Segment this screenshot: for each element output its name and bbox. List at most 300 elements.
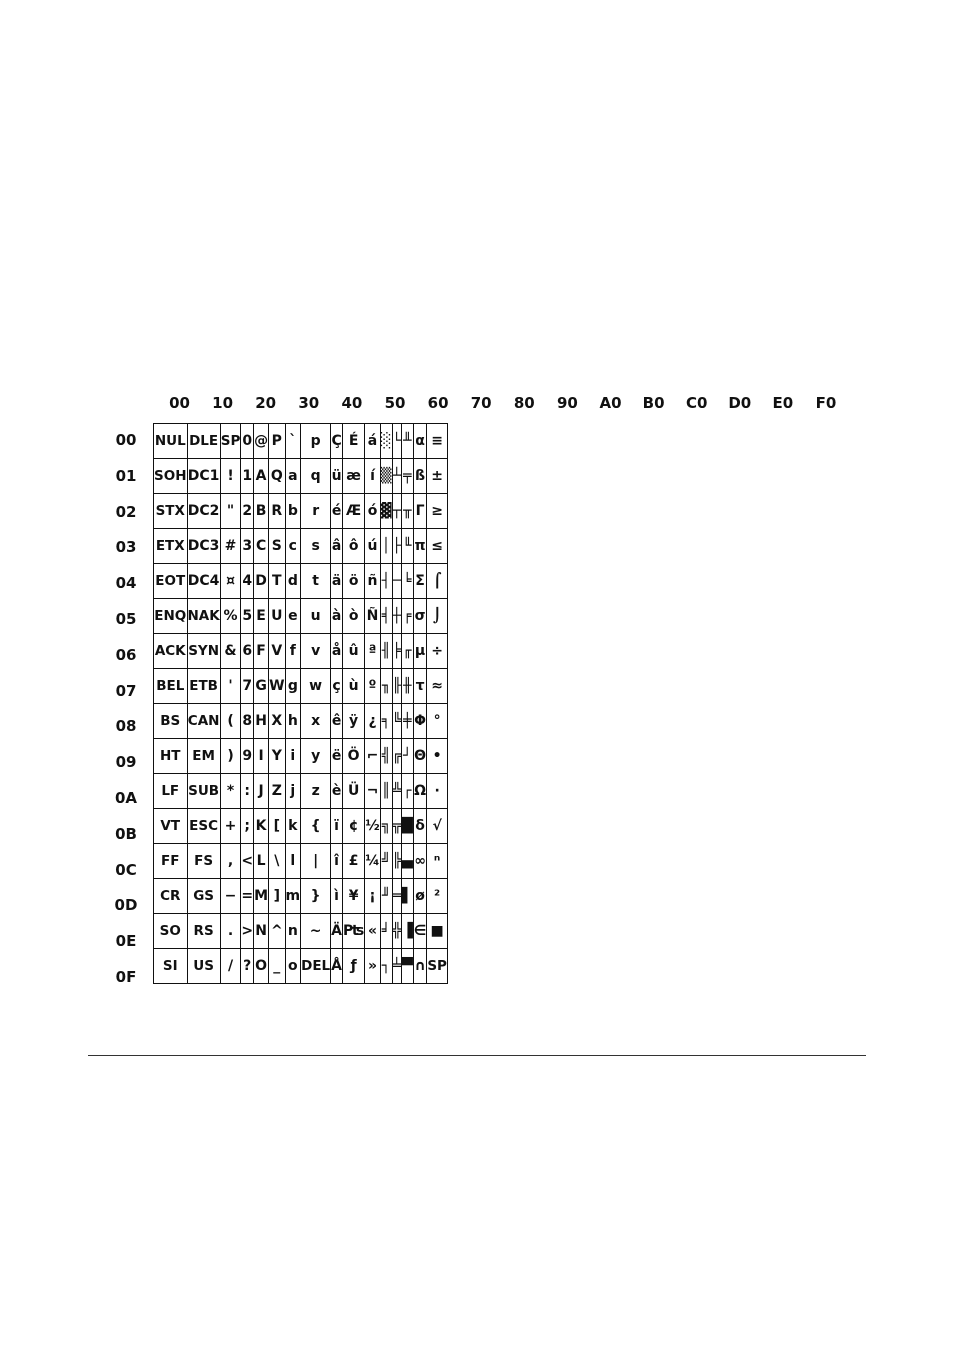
code-cell: ^: [269, 914, 285, 949]
row-header: 0B: [115, 824, 137, 843]
code-cell: ╣: [380, 739, 392, 774]
code-cell: ?: [241, 949, 254, 984]
code-cell: ╔: [392, 739, 401, 774]
code-cell: ENQ: [154, 599, 188, 634]
code-cell: B: [254, 494, 269, 529]
code-cell: W: [269, 669, 285, 704]
column-header: A0: [599, 394, 622, 412]
code-cell: Φ: [413, 704, 427, 739]
code-cell: FS: [187, 844, 220, 879]
code-cell: r: [301, 494, 331, 529]
code-cell: e: [285, 599, 301, 634]
code-cell: ƒ: [343, 949, 365, 984]
code-cell: τ: [413, 669, 427, 704]
code-cell: }: [301, 879, 331, 914]
column-header: 30: [298, 394, 320, 412]
code-cell: ┬: [392, 494, 401, 529]
code-cell: î: [331, 844, 343, 879]
code-cell: A: [254, 459, 269, 494]
code-cell: ⌡: [427, 599, 448, 634]
code-cell: º: [365, 669, 381, 704]
table-row: [154, 529, 448, 564]
code-cell: Γ: [413, 494, 427, 529]
table-row: [154, 424, 448, 459]
code-cell: BS: [154, 704, 188, 739]
code-cell: [: [269, 809, 285, 844]
code-cell: ┘: [401, 739, 413, 774]
code-cell: ═: [392, 879, 401, 914]
code-cell: w: [301, 669, 331, 704]
code-cell: R: [269, 494, 285, 529]
code-cell: ETX: [154, 529, 188, 564]
code-cell: £: [343, 844, 365, 879]
code-cell: *: [220, 774, 241, 809]
code-cell: 0: [241, 424, 254, 459]
code-cell: Y: [269, 739, 285, 774]
code-cell: ¼: [365, 844, 381, 879]
code-cell: ╛: [380, 914, 392, 949]
code-cell: Z: [269, 774, 285, 809]
table-row: [154, 809, 448, 844]
code-cell: |: [301, 844, 331, 879]
code-cell: v: [301, 634, 331, 669]
row-header: 01: [115, 466, 137, 485]
code-cell: ¿: [365, 704, 381, 739]
code-cell: %: [220, 599, 241, 634]
column-header: 90: [556, 394, 578, 412]
column-header: 40: [341, 394, 363, 412]
code-cell: RS: [187, 914, 220, 949]
code-cell: ▐: [401, 914, 413, 949]
code-cell: à: [331, 599, 343, 634]
code-cell: −: [220, 879, 241, 914]
code-cell: ò: [343, 599, 365, 634]
code-cell: «: [365, 914, 381, 949]
table-row: [154, 914, 448, 949]
code-cell: ª: [365, 634, 381, 669]
code-cell: D: [254, 564, 269, 599]
code-cell: DC1: [187, 459, 220, 494]
code-cell: h: [285, 704, 301, 739]
code-cell: ╖: [380, 669, 392, 704]
code-cell: I: [254, 739, 269, 774]
code-cell: ç: [331, 669, 343, 704]
code-cell: ,: [220, 844, 241, 879]
code-cell: E: [254, 599, 269, 634]
code-cell: ∩: [413, 949, 427, 984]
code-cell: SP: [427, 949, 448, 984]
code-cell: ≈: [427, 669, 448, 704]
code-cell: ▒: [380, 459, 392, 494]
code-cell: æ: [343, 459, 365, 494]
code-cell: EOT: [154, 564, 188, 599]
code-cell: ╒: [401, 599, 413, 634]
code-cell: T: [269, 564, 285, 599]
code-cell: ¬: [365, 774, 381, 809]
code-cell: US: [187, 949, 220, 984]
column-header: 80: [513, 394, 535, 412]
code-cell: ╚: [392, 704, 401, 739]
code-cell: ╡: [380, 599, 392, 634]
column-header: 60: [427, 394, 449, 412]
code-cell: ╥: [401, 494, 413, 529]
table-row: [154, 599, 448, 634]
code-cell: VT: [154, 809, 188, 844]
code-cell: NUL: [154, 424, 188, 459]
code-cell: STX: [154, 494, 188, 529]
code-cell: a: [285, 459, 301, 494]
row-header: 03: [115, 538, 137, 557]
code-cell: HT: [154, 739, 188, 774]
code-cell: ║: [380, 774, 392, 809]
code-cell: │: [380, 529, 392, 564]
code-cell: ú: [365, 529, 381, 564]
code-cell: ≤: [427, 529, 448, 564]
code-cell: ß: [413, 459, 427, 494]
code-cell: SYN: [187, 634, 220, 669]
code-cell: ╘: [401, 564, 413, 599]
code-cell: =: [241, 879, 254, 914]
code-cell: ø: [413, 879, 427, 914]
code-cell: ü: [331, 459, 343, 494]
code-cell: ▄: [401, 844, 413, 879]
code-cell: FF: [154, 844, 188, 879]
code-cell: 9: [241, 739, 254, 774]
code-cell: k: [285, 809, 301, 844]
code-cell: .: [220, 914, 241, 949]
code-cell: m: [285, 879, 301, 914]
column-header: 70: [470, 394, 492, 412]
code-cell: p: [301, 424, 331, 459]
code-cell: u: [301, 599, 331, 634]
code-cell: >: [241, 914, 254, 949]
code-cell: ²: [427, 879, 448, 914]
row-header: 02: [115, 502, 137, 521]
code-cell: 2: [241, 494, 254, 529]
code-cell: √: [427, 809, 448, 844]
code-cell: Ü: [343, 774, 365, 809]
code-cell: ╠: [392, 844, 401, 879]
code-cell: ö: [343, 564, 365, 599]
code-cell: {: [301, 809, 331, 844]
code-cell: π: [413, 529, 427, 564]
code-cell: DLE: [187, 424, 220, 459]
code-cell: CR: [154, 879, 188, 914]
row-header: 04: [115, 574, 137, 593]
code-cell: ÿ: [343, 704, 365, 739]
code-cell: ⌠: [427, 564, 448, 599]
code-cell: &: [220, 634, 241, 669]
code-cell: ₧: [343, 914, 365, 949]
code-cell: _: [269, 949, 285, 984]
code-cell: 1: [241, 459, 254, 494]
code-cell: ┴: [392, 459, 401, 494]
code-cell: »: [365, 949, 381, 984]
code-cell: !: [220, 459, 241, 494]
code-cell: ░: [380, 424, 392, 459]
code-cell: û: [343, 634, 365, 669]
column-header: 50: [384, 394, 406, 412]
code-cell: ╓: [401, 634, 413, 669]
code-cell: :: [241, 774, 254, 809]
code-cell: LF: [154, 774, 188, 809]
code-cell: ë: [331, 739, 343, 774]
code-cell: α: [413, 424, 427, 459]
code-cell: C: [254, 529, 269, 564]
code-cell: j: [285, 774, 301, 809]
code-cell: L: [254, 844, 269, 879]
table-row: [154, 879, 448, 914]
row-header: 00: [115, 431, 137, 449]
code-cell: ": [220, 494, 241, 529]
code-cell: DC2: [187, 494, 220, 529]
code-cell: ½: [365, 809, 381, 844]
column-header: 10: [212, 394, 234, 412]
code-cell: F: [254, 634, 269, 669]
code-cell: o: [285, 949, 301, 984]
code-cell: `: [285, 424, 301, 459]
row-header: 0F: [115, 968, 137, 986]
code-cell: SP: [220, 424, 241, 459]
row-header: 09: [115, 753, 137, 772]
code-cell: Q: [269, 459, 285, 494]
code-cell: g: [285, 669, 301, 704]
code-cell: ┼: [392, 599, 401, 634]
code-cell: 4: [241, 564, 254, 599]
code-cell: b: [285, 494, 301, 529]
table-row: [154, 739, 448, 774]
code-cell: ─: [392, 564, 401, 599]
row-header: 08: [115, 717, 137, 736]
code-cell: ▀: [401, 949, 413, 984]
table-row: [154, 634, 448, 669]
code-cell: U: [269, 599, 285, 634]
column-header: D0: [728, 394, 752, 412]
code-cell: SI: [154, 949, 188, 984]
code-cell: ▌: [401, 879, 413, 914]
code-cell: Σ: [413, 564, 427, 599]
column-header: 20: [255, 394, 277, 412]
code-cell: └: [392, 424, 401, 459]
code-cell: <: [241, 844, 254, 879]
code-cell: y: [301, 739, 331, 774]
code-cell: \: [269, 844, 285, 879]
code-cell: ╗: [380, 809, 392, 844]
code-cell: BEL: [154, 669, 188, 704]
code-cell: ⁿ: [427, 844, 448, 879]
code-cell: σ: [413, 599, 427, 634]
code-cell: /: [220, 949, 241, 984]
code-cell: ┤: [380, 564, 392, 599]
code-cell: ╟: [392, 669, 401, 704]
code-cell: ╕: [380, 704, 392, 739]
column-header: E0: [772, 394, 794, 412]
code-cell: ╩: [392, 774, 401, 809]
table-row: [154, 459, 448, 494]
row-header: 05: [115, 610, 137, 628]
code-cell: Å: [331, 949, 343, 984]
column-header: B0: [642, 394, 665, 412]
code-cell: δ: [413, 809, 427, 844]
code-cell: N: [254, 914, 269, 949]
code-cell: å: [331, 634, 343, 669]
code-cell: ╙: [401, 529, 413, 564]
code-cell: ACK: [154, 634, 188, 669]
code-cell: ': [220, 669, 241, 704]
code-cell: ╤: [401, 459, 413, 494]
code-cell: K: [254, 809, 269, 844]
code-cell: ±: [427, 459, 448, 494]
code-cell: H: [254, 704, 269, 739]
code-cell: ╞: [392, 634, 401, 669]
code-cell: ≥: [427, 494, 448, 529]
code-cell: ;: [241, 809, 254, 844]
code-cell: ô: [343, 529, 365, 564]
code-cell: ¥: [343, 879, 365, 914]
code-cell: ¤: [220, 564, 241, 599]
code-cell: ╝: [380, 844, 392, 879]
table-row: [154, 704, 448, 739]
code-cell: t: [301, 564, 331, 599]
column-header: 00: [169, 394, 190, 412]
code-cell: â: [331, 529, 343, 564]
row-header: 0A: [114, 789, 138, 807]
code-table: [153, 423, 448, 984]
code-cell: l: [285, 844, 301, 879]
code-cell: ▓: [380, 494, 392, 529]
code-cell: µ: [413, 634, 427, 669]
code-cell: S: [269, 529, 285, 564]
code-cell: █: [401, 809, 413, 844]
code-cell: q: [301, 459, 331, 494]
code-cell: SUB: [187, 774, 220, 809]
code-cell: ∈: [413, 914, 427, 949]
code-cell: ä: [331, 564, 343, 599]
code-cell: z: [301, 774, 331, 809]
code-cell: @: [254, 424, 269, 459]
code-cell: EM: [187, 739, 220, 774]
code-cell: V: [269, 634, 285, 669]
code-cell: SO: [154, 914, 188, 949]
code-cell: ╦: [392, 809, 401, 844]
code-cell: ê: [331, 704, 343, 739]
code-cell: 8: [241, 704, 254, 739]
code-cell: ┐: [380, 949, 392, 984]
code-cell: ╨: [401, 424, 413, 459]
code-cell: ╪: [401, 704, 413, 739]
code-cell: è: [331, 774, 343, 809]
code-cell: ╫: [401, 669, 413, 704]
table-row: [154, 669, 448, 704]
code-cell: G: [254, 669, 269, 704]
code-cell: ⌐: [365, 739, 381, 774]
code-cell: GS: [187, 879, 220, 914]
code-cell: (: [220, 704, 241, 739]
code-cell: ÷: [427, 634, 448, 669]
row-header: 0D: [114, 896, 138, 915]
code-cell: ): [220, 739, 241, 774]
code-cell: ó: [365, 494, 381, 529]
code-cell: ╧: [392, 949, 401, 984]
code-cell: É: [343, 424, 365, 459]
code-cell: DC3: [187, 529, 220, 564]
code-cell: ╢: [380, 634, 392, 669]
code-cell: X: [269, 704, 285, 739]
code-cell: s: [301, 529, 331, 564]
code-cell: ESC: [187, 809, 220, 844]
code-cell: P: [269, 424, 285, 459]
code-cell: x: [301, 704, 331, 739]
code-cell: SOH: [154, 459, 188, 494]
code-cell: ■: [427, 914, 448, 949]
code-cell: DEL: [301, 949, 331, 984]
code-cell: ]: [269, 879, 285, 914]
code-cell: ì: [331, 879, 343, 914]
code-cell: é: [331, 494, 343, 529]
code-cell: ┌: [401, 774, 413, 809]
code-cell: ·: [427, 774, 448, 809]
code-cell: ∞: [413, 844, 427, 879]
code-cell: ≡: [427, 424, 448, 459]
table-row: [154, 774, 448, 809]
code-cell: 6: [241, 634, 254, 669]
code-cell: #: [220, 529, 241, 564]
code-cell: 5: [241, 599, 254, 634]
column-header: C0: [685, 394, 708, 412]
table-row: [154, 494, 448, 529]
code-cell: ñ: [365, 564, 381, 599]
code-cell: d: [285, 564, 301, 599]
code-cell: M: [254, 879, 269, 914]
code-cell: Ö: [343, 739, 365, 774]
code-cell: á: [365, 424, 381, 459]
code-cell: 3: [241, 529, 254, 564]
code-cell: ¡: [365, 879, 381, 914]
code-cell: O: [254, 949, 269, 984]
code-cell: °: [427, 704, 448, 739]
code-cell: c: [285, 529, 301, 564]
code-cell: ETB: [187, 669, 220, 704]
code-cell: J: [254, 774, 269, 809]
table-row: [154, 949, 448, 984]
code-cell: ╜: [380, 879, 392, 914]
code-cell: ù: [343, 669, 365, 704]
code-cell: +: [220, 809, 241, 844]
code-cell: Ω: [413, 774, 427, 809]
code-cell: í: [365, 459, 381, 494]
code-cell: ï: [331, 809, 343, 844]
code-cell: f: [285, 634, 301, 669]
row-header: 0E: [115, 932, 137, 951]
code-cell: 7: [241, 669, 254, 704]
code-cell: Ç: [331, 424, 343, 459]
code-cell: •: [427, 739, 448, 774]
row-header: 0C: [115, 860, 137, 879]
code-cell: CAN: [187, 704, 220, 739]
code-cell: DC4: [187, 564, 220, 599]
code-cell: ~: [301, 914, 331, 949]
table-row: [154, 564, 448, 599]
row-header: 06: [115, 645, 137, 664]
code-cell: Æ: [343, 494, 365, 529]
code-cell: Ä: [331, 914, 343, 949]
code-cell: n: [285, 914, 301, 949]
table-row: [154, 844, 448, 879]
code-cell: i: [285, 739, 301, 774]
code-cell: ¢: [343, 809, 365, 844]
footer-rule: [88, 1055, 866, 1056]
code-cell: Ñ: [365, 599, 381, 634]
